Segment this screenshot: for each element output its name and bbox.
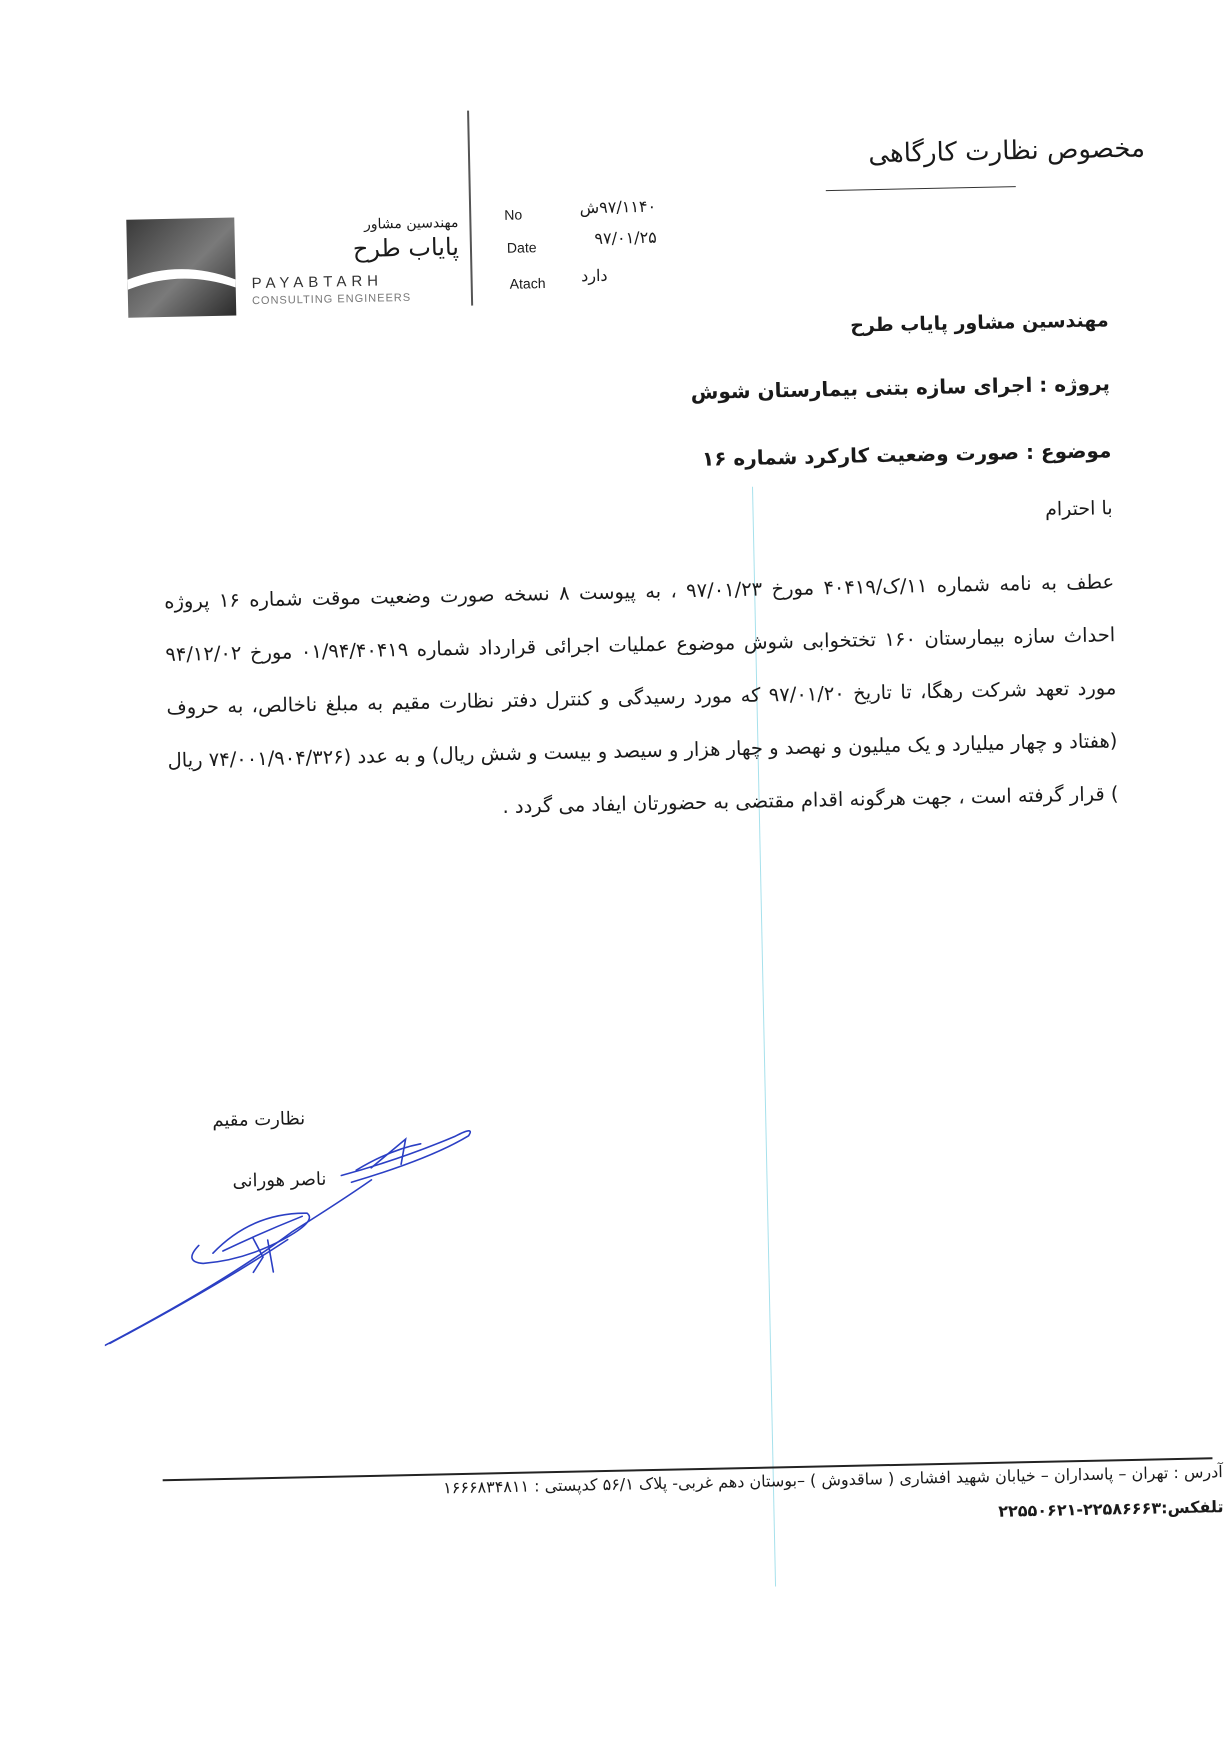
meta-attach-value: دارد [580,265,608,286]
meta-attach-label: Atach [509,275,546,292]
footer-phone: تلفکس:۲۲۵۸۶۶۶۳-۲۲۵۵۰۶۲۱ [998,1497,1224,1521]
logo-english-subtitle: CONSULTING ENGINEERS [251,291,412,308]
header-divider [467,111,473,306]
confidential-label: مخصوص نظارت کارگاهی [868,133,1146,170]
signature-title: نظارت مقیم [212,1108,306,1132]
logo-persian-name: پایاب طرح [352,232,460,264]
logo-wave-icon [126,218,236,318]
meta-no-label: No [504,206,523,223]
logo-mark [126,218,236,318]
logo-persian-subtitle: مهندسین مشاور [363,214,459,233]
signature-name: ناصر هورانی [232,1168,327,1192]
greeting: با احترام [1044,497,1113,521]
letter-body: عطف به نامه شماره ۱۱/ک/۴۰۴۱۹ مورخ ۹۷/۰۱/۲۳ ، به پیوست ۸ نسخه صورت وضعیت موقت شماره ۱۶ پروژه احداث سازه بیمارستان ۱۶۰ تختخوابی شوش موضوع عملیات اجرائی قرارداد شماره ۰۱/۹۴/۴۰۴۱۹ مورخ ۹۴/۱۲/۰۲ مورد تعهد شرکت رهگا، تا تاریخ ۹۷/۰۱/۲۰ که مورد رسیدگی و کنترل دفتر نظارت مقیم به مبلغ ناخالص، به حروف (هفتاد و چهار میلیارد و یک میلیون و نهصد و چهار هزار و سیصد و بیست و شش ریال) و به عدد (۷۴/۰۰۱/۹۰۴/۳۲۶ ریال ) قرار گرفته است ، جهت هرگونه اقدام مقتضی به حضورتان ایفاد می گردد . [164,570,1119,819]
meta-no-value: ۹۷/۱۱۴۰ش [579,196,657,218]
meta-date-label: Date [506,239,537,256]
subject-line: موضوع : صورت وضعیت کارکرد شماره ۱۶ [701,438,1112,471]
project-line: پروژه : اجرای سازه بتنی بیمارستان شوش [690,371,1111,404]
recipient: مهندسین مشاور پایاب طرح [849,309,1109,337]
footer-address: آدرس : تهران – پاسداران – خیابان شهید افشاری ( ساقدوش ) –بوستان دهم غربی- پلاک ۵۶/۱ کدپستی : ۱۶۶۶۸۳۴۸۱۱ [442,1462,1223,1498]
logo-english-name: PAYABTARH [251,272,384,293]
handwritten-signature [100,1117,535,1351]
meta-date-value: ۹۷/۰۱/۲۵ [594,227,657,248]
confidential-underline [826,186,1016,191]
